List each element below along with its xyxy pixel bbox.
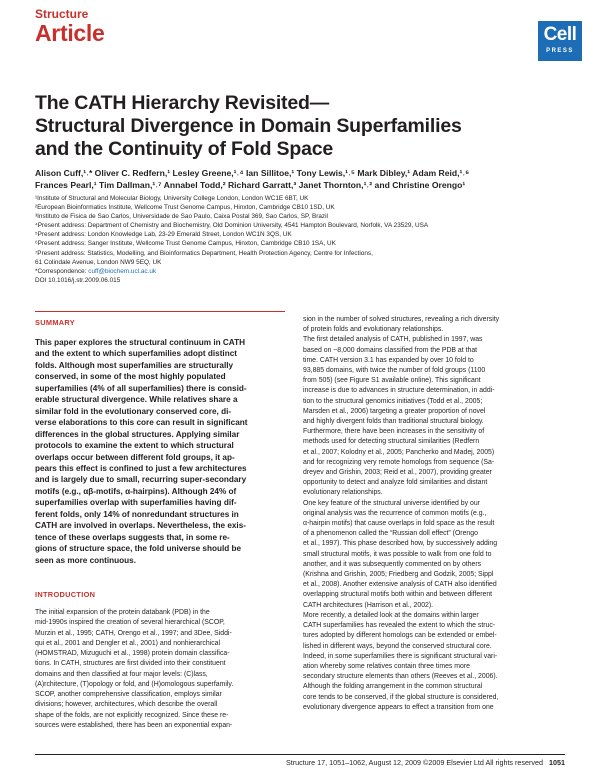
body-line: domains and then classified at four major levels: (C)lass, [35, 670, 208, 678]
introduction-heading: INTRODUCTION [35, 590, 96, 599]
body-line: opportunity to detect and analyze fold similarities and distant [303, 479, 488, 487]
body-line: Murzin et al., 1995; CATH, Orengo et al., 1997; and 3Dee, Siddi- [35, 629, 232, 637]
body-line: 93,885 domains, with twice the number of fold groups (1100 [303, 367, 486, 375]
body-line: tures adopted by different homologs can be extended or embel- [303, 632, 497, 640]
body-line: dreyev and Grishin, 2003; Reid et al., 2007), providing greater [303, 469, 492, 477]
body-line: mid-1990s inspired the creation of several hierarchical (SCOP, [35, 619, 225, 627]
affiliations [35, 194, 575, 285]
author-line: Alison Cuff,¹˒* Oliver C. Redfern,¹ Lesley Greene,¹˒⁴ Ian Sillitoe,¹ Tony Lewis,¹˒⁵ Mark Dibley,¹ Adam Reid,¹˒⁶ [35, 168, 470, 178]
summary-heading: SUMMARY [35, 318, 76, 327]
body-line: ation whereby some relatives contain three times more [303, 662, 470, 670]
body-line: small structural motifs, it was possible to walk from one fold to [303, 550, 492, 558]
body-line: One key feature of the structural universe identified by our [303, 499, 480, 507]
body-line: CATH architectures (Harrison et al., 2002). [303, 601, 434, 609]
body-line: evolutionary relationships. [303, 489, 383, 497]
summary-line: gions of structure space, the fold universe should be [35, 544, 242, 554]
right-column-text [303, 315, 565, 713]
body-line: Although the folding arrangement in the common structural [303, 683, 483, 691]
summary-line: overlaps occur between different fold groups, it ap- [35, 452, 235, 462]
body-line: original analysis was the recurrence of common motifs (e.g., [303, 509, 487, 517]
summary-line: superfamilies overlap with superfamilies having dif- [35, 498, 237, 508]
body-line: shape of the folds, are not explicitly recognized. Since these re- [35, 711, 229, 719]
body-line: (Krishna and Grishin, 2005; Friedberg and Godzik, 2005; Sippl [303, 571, 494, 579]
body-line: et al., 2008). Another extensive analysis of CATH also identified [303, 581, 497, 589]
body-line: increase is due to advances in structure determination, in addi- [303, 387, 495, 395]
body-line: from 505) (see Figure S1 available online). This significant [303, 377, 481, 385]
summary-line: erable structural divergence. While relatives share a [35, 395, 238, 405]
author-line: Frances Pearl,¹ Tim Dallman,¹˒⁷ Annabel Todd,² Richard Garratt,³ Janet Thornton,¹˒² and Christine Orengo¹ [35, 180, 466, 190]
body-line: lished in different ways, beyond the conserved structural core. [303, 642, 492, 650]
summary-line: This paper explores the structural continuum in CATH [35, 338, 246, 347]
body-line: qui et al., 2001 and Dengler et al., 2001) and nonhierarchical [35, 639, 221, 647]
body-line: (A)rchitecture, (T)opology or fold, and (H)omologous superfamily. [35, 680, 234, 688]
summary-line: differences in the global structures. Applying similar [35, 429, 240, 439]
footer-citation: Structure 17, 1051–1062, August 12, 2009 ©2009 Elsevier Ltd All rights reserved [285, 758, 543, 767]
doi: DOI 10.1016/j.str.2009.06.015 [35, 276, 121, 284]
body-line: The initial expansion of the protein databank (PDB) in the [35, 609, 210, 616]
summary-line: motifs (e.g., αβ-motifs, α-hairpins). Although 24% of [35, 486, 237, 496]
affiliation-line: ³Instituto de Fisica de Sao Carlos, Universidade de Sao Paulo, Caixa Postal 369, Sao Carlos, SP, Brazil [35, 213, 328, 221]
body-line: Marsden et al., 2006) targeting a greater proportion of novel [303, 407, 486, 415]
body-line: time. CATH version 3.1 has expanded by over 10 fold to [303, 356, 474, 364]
body-line: another, and it was subsequently commented on by others [303, 560, 482, 568]
body-line: Furthermore, there have been increases in the sensitivity of [303, 428, 485, 436]
summary-line: similar fold in the evolutionary conserved core, di- [35, 406, 232, 416]
affiliation-line: ¹Institute of Structural and Molecular Biology, University College London, London WC1E 6BT, UK [35, 195, 309, 202]
summary-line: and is largely due to small, recurring super-secondary [35, 475, 247, 485]
logo-text-sub: PRESS [546, 48, 574, 54]
body-line: More recently, a detailed look at the domains within larger [303, 611, 479, 619]
body-line: tions. In CATH, structures are first divided into their constituent [35, 660, 226, 668]
body-line: divisions; however, architectures, which describe the overall [35, 701, 218, 709]
summary-line: verse elaborations to this core can result in significant [35, 418, 248, 428]
body-line: and highly divergent folds than traditional structural biology. [303, 418, 484, 426]
body-line: Indeed, in some superfamilies there is significant structural vari- [303, 652, 498, 660]
body-line: evolutionary divergence appears to effect a transition from one [303, 703, 494, 711]
body-line: methods used for detecting structural similarities (Redfern [303, 438, 480, 446]
body-line: core tends to be conserved, if the global structure is considered, [303, 693, 499, 701]
body-line: overlapping structural motifs both within and between different [303, 591, 493, 599]
affiliation-line: ⁶Present address: Sanger Institute, Wellcome Trust Genome Campus, Hinxton, Cambridge CB10 1SA, UK [35, 240, 336, 248]
title-line: and the Continuity of Fold Space [35, 138, 334, 160]
body-line: secondary structure elements than others (Reeves et al., 2006). [303, 673, 498, 681]
body-line: and for recognizing very remote homologs from sequence (Sa- [303, 458, 495, 466]
summary-line: ferent folds, only 14% of nonredundant structures in [35, 509, 239, 519]
logo-text-main: Cell [543, 24, 577, 45]
summary-line: conserved, in some of the most highly populated [35, 372, 226, 382]
body-line: sion in the number of solved structures, revealing a rich diversity [303, 316, 500, 323]
correspondence-email-link[interactable]: cuff@biochem.ucl.ac.uk [88, 267, 157, 275]
body-line: based on ~8,000 domains classified from the PDB at that [303, 346, 478, 354]
title-line: Structural Divergence in Domain Superfamilies [35, 115, 462, 137]
article-title [35, 92, 555, 161]
body-line: The first detailed analysis of CATH, published in 1997, was [303, 336, 483, 344]
page-footer [286, 758, 565, 767]
summary-line: CATH are involved in overlaps. Nevertheless, the exis- [35, 521, 246, 531]
summary-text [35, 337, 287, 566]
journal-name: Structure [35, 7, 89, 21]
affiliation-line: ⁷Present address: Statistics, Modelling, and Bioinformatics Department, Health Protection Agency, Centre for Infections, [35, 249, 373, 257]
affiliation-line: ⁵Present address: London Knowledge Lab, 23-29 Emerald Street, London WC1N 3QS, UK [35, 231, 292, 239]
introduction-text [35, 608, 287, 731]
author-list [35, 167, 565, 191]
body-line: α-hairpin motifs) that cause overlaps in fold space as the result [303, 520, 495, 528]
affiliation-line: 61 Colindale Avenue, London NW9 5EQ, UK [35, 258, 162, 266]
body-line: CATH superfamilies has revealed the extent to which the struc- [303, 622, 496, 630]
footer-divider [35, 754, 565, 755]
body-line: tion to the structural genomics initiatives (Todd et al., 2005; [303, 397, 483, 405]
summary-line: folds. Although most superfamilies are structurally [35, 360, 234, 370]
body-line: et al., 2007; Kolodny et al., 2005; Pancherko and Madej, 2005) [303, 448, 495, 456]
summary-line: pears this effect is confined to just a few architectures [35, 463, 247, 473]
title-line: The CATH Hierarchy Revisited— [35, 92, 330, 114]
summary-line: and the extent to which superfamilies adopt distinct [35, 349, 237, 359]
cell-press-logo [538, 21, 582, 61]
summary-line: seen as more continuous. [35, 555, 137, 565]
affiliation-line: ²European Bioinformatics Institute, Wellcome Trust Genome Campus, Hinxton, Cambridge CB10 1SD, UK [35, 204, 335, 212]
summary-divider [35, 311, 285, 312]
summary-line: protocols to examine the extent to which structural [35, 441, 234, 451]
body-line: of a phenomenon called the “Russian doll effect” (Orengo [303, 530, 478, 538]
article-type-label: Article [35, 20, 105, 46]
body-line: of protein folds and evolutionary relationships. [303, 326, 444, 334]
summary-line: superfamilies (4% of all superfamilies) there is consid- [35, 383, 247, 393]
affiliation-line: ⁴Present address: Department of Chemistry and Biochemistry, Old Dominion University, 4541 Hampton Boulevard, Norfolk, VA 23529, USA [35, 222, 429, 230]
body-line: et al., 1997). This phase described how, by successively adding [303, 540, 498, 548]
body-line: sources were established, there has been an exponential expan- [35, 721, 233, 729]
body-line: (HOMSTRAD, Mizuguchi et al., 1998) protein domain classifica- [35, 650, 230, 657]
correspondence-label: *Correspondence: [35, 267, 89, 275]
summary-line: tence of these overlaps suggests that, in some re- [35, 532, 230, 542]
correspondence-line [35, 267, 575, 276]
page-number: 1051 [549, 758, 565, 767]
body-line: SCOP, another comprehensive classification, employs similar [35, 691, 222, 698]
